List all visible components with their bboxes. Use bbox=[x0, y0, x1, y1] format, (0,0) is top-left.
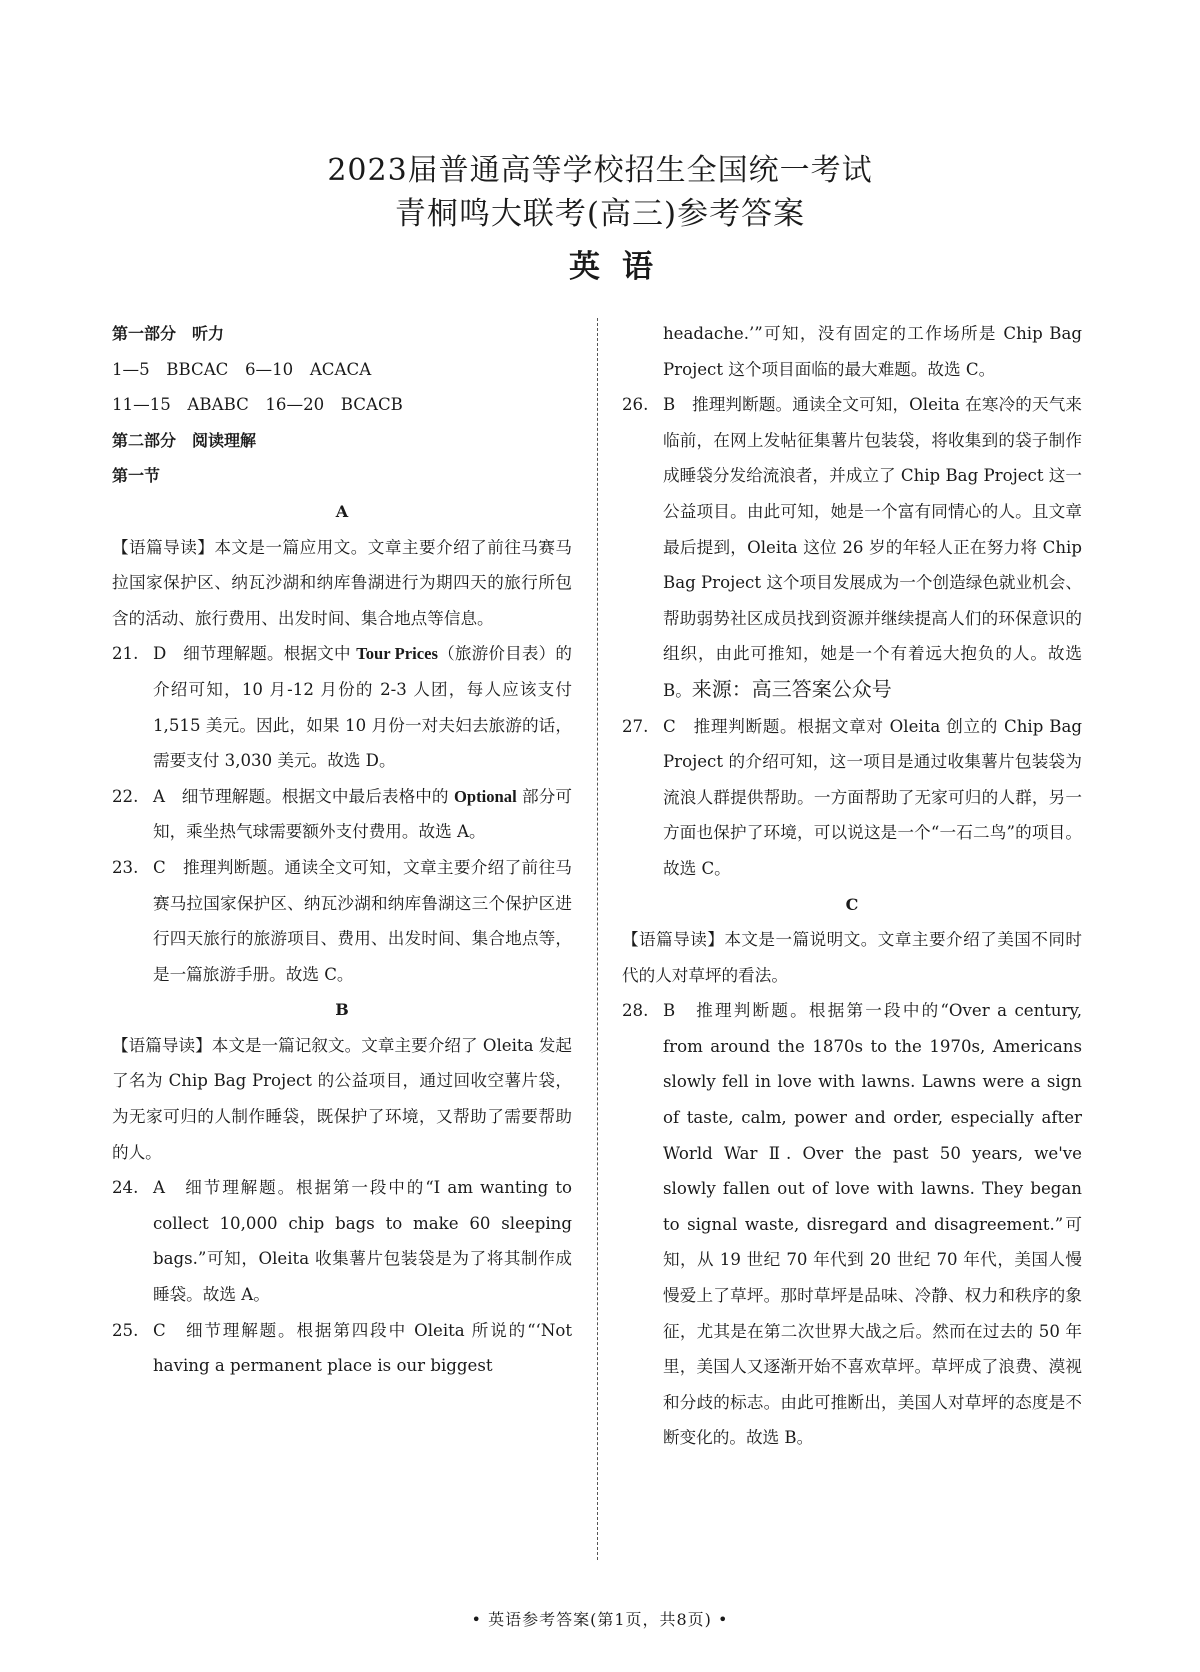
passage-c-intro: 【语篇导读】本文是一篇说明文。文章主要介绍了美国不同时代的人对草坪的看法。 bbox=[622, 930, 1082, 985]
right-column bbox=[622, 316, 1082, 1456]
passage-b-intro: 【语篇导读】本文是一篇记叙文。文章主要介绍了 Oleita 发起了名为 Chip Bag Project 的公益项目，通过回收空薯片袋，为无家可归的人制作睡袋，既保护了环境，又帮助了需要帮助的人。 bbox=[112, 1035, 572, 1162]
answer-21 bbox=[112, 636, 572, 778]
answer-23 bbox=[112, 850, 572, 992]
answer-text: B 推理判断题。通读全文可知，Oleita 在寒冷的天气来临前，在网上发帖征集薯片包装袋，将收集到的袋子制作成睡袋分发给流浪者，并成立了 Chip Bag Project 这一公益项目。由此可知，她是一个富有同情心的人。且文章最后提到，Oleita 这位 26 岁的年轻人正在努力将 Chip Bag Project 这个项目发展成为一个创造绿色就业机会、帮助弱势社区成员找到资源并继续提高人们的环保意识的组织，由此可推知，她是一个有着远大抱负的人。故选 B。 bbox=[663, 395, 1082, 700]
passage-b-label: B bbox=[335, 1000, 349, 1020]
answer-28 bbox=[622, 993, 1082, 1456]
answer-text: C 推理判断题。根据文章对 Oleita 创立的 Chip Bag Project 的介绍可知，这一项目是通过收集薯片包装袋为流浪人群提供帮助。一方面帮助了无家可归的人群，另一方面也保护了环境，可以说这是一个“一石二鸟”的项目。故选 C。 bbox=[663, 716, 1082, 878]
part2-heading: 第二部分 阅读理解 bbox=[112, 430, 257, 450]
passage-c-label: C bbox=[845, 894, 859, 914]
answer-text: B 推理判断题。根据第一段中的“Over a century, from around the 1870s to the 1970s, Americans slowly fell in love with lawns. Lawns were a sign of taste, calm, power and order, especially after World War Ⅱ. Over the past 50 years, we've slowly fallen out of love with lawns. They began to signal waste, disregard and disagreement.”可知，从 19 世纪 70 年代到 20 世纪 70 年代，美国人慢慢爱上了草坪。那时草坪是品味、冷静、权力和秩序的象征，尤其是在第二次世界大战之后。然而在过去的 50 年里，美国人又逐渐开始不喜欢草坪。草坪成了浪费、漠视和分歧的标志。由此可推断出，美国人对草坪的态度是不断变化的。故选 B。 bbox=[663, 1001, 1082, 1448]
listening-answers-1: 1—5 BBCAC 6—10 ACACA bbox=[112, 359, 372, 379]
answer-text: C 细节理解题。根据第四段中 Oleita 所说的“‘Not having a permanent place is our biggest bbox=[153, 1320, 572, 1376]
question-number: 27. bbox=[622, 716, 649, 736]
part1-heading: 第一部分 听力 bbox=[112, 324, 225, 343]
passage-a-label: A bbox=[335, 501, 349, 521]
answer-text: A 细节理解题。根据文中最后表格中的 bbox=[153, 786, 454, 806]
answer-text: 部分可知，乘坐热气球需要额外支付费用。故选 A。 bbox=[153, 786, 572, 842]
answer-text: D 细节理解题。根据文中 bbox=[153, 644, 357, 664]
source-note: 来源：高三答案公众号 bbox=[691, 676, 892, 701]
section1-heading: 第一节 bbox=[112, 466, 161, 486]
answer-26 bbox=[622, 387, 1082, 708]
answer-bold-term: Optional bbox=[453, 786, 517, 806]
answer-text: A 细节理解题。根据第一段中的“I am wanting to collect 10,000 chip bags to make 60 sleeping bags.”可知，Oleita 收集薯片包装袋是为了将其制作成睡袋。故选 A。 bbox=[153, 1178, 572, 1305]
answer-22 bbox=[112, 779, 572, 850]
subject-title: 英语 bbox=[569, 249, 675, 285]
exam-title: 2023届普通高等学校招生全国统一考试 bbox=[327, 153, 873, 188]
page-footer: • 英语参考答案(第1页，共8页) • bbox=[471, 1610, 729, 1629]
question-number: 25. bbox=[112, 1320, 139, 1340]
answer-text: headache.’”可知，没有固定的工作场所是 Chip Bag Project 这个项目面临的最大难题。故选 C。 bbox=[663, 324, 1082, 379]
answer-27 bbox=[622, 709, 1082, 887]
left-column bbox=[112, 316, 572, 1384]
answer-text: （旅游价目表）的介绍可知，10 月-12 月份的 2-3 人团，每人应该支付 1,515 美元。因此，如果 10 月份一对夫妇去旅游的话，需要支付 3,030 美元。故选 D。 bbox=[153, 644, 572, 771]
answer-25-continued bbox=[622, 316, 1082, 387]
question-number: 28. bbox=[622, 1001, 649, 1021]
question-number: 23. bbox=[112, 857, 139, 877]
answer-24 bbox=[112, 1170, 572, 1312]
listening-answers-2: 11—15 ABABC 16—20 BCACB bbox=[112, 395, 403, 415]
exam-subtitle: 青桐鸣大联考(高三)参考答案 bbox=[394, 196, 806, 232]
question-number: 22. bbox=[112, 786, 139, 806]
passage-a-intro: 【语篇导读】本文是一篇应用文。文章主要介绍了前往马赛马拉国家保护区、纳瓦沙湖和纳库鲁湖进行为期四天的旅行所包含的活动、旅行费用、出发时间、集合地点等信息。 bbox=[112, 537, 572, 628]
answer-bold-term: Tour Prices bbox=[356, 644, 438, 664]
question-number: 26. bbox=[622, 395, 649, 415]
column-divider bbox=[597, 318, 598, 1560]
answer-text: C 推理判断题。通读全文可知，文章主要介绍了前往马赛马拉国家保护区、纳瓦沙湖和纳库鲁湖这三个保护区进行四天旅行的旅游项目、费用、出发时间、集合地点等，是一篇旅游手册。故选 C。 bbox=[153, 857, 572, 984]
answer-25 bbox=[112, 1313, 572, 1384]
question-number: 21. bbox=[112, 644, 139, 664]
question-number: 24. bbox=[112, 1178, 139, 1198]
